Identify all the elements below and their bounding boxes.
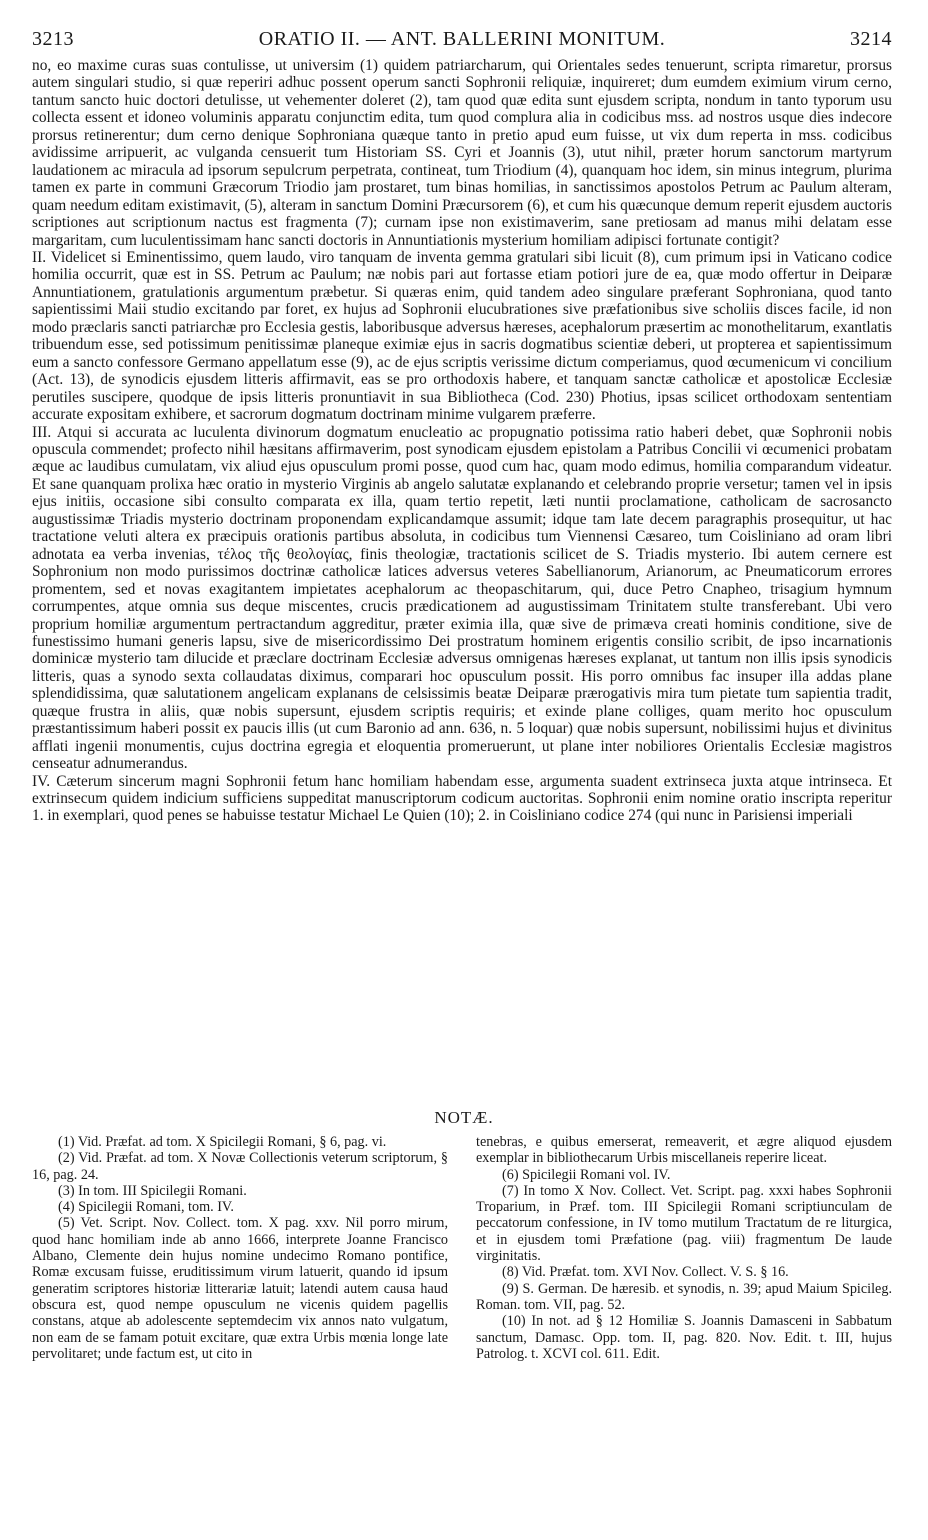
paragraph-intro: no, eo maxime curas suas contulisse, ut universim (1) quidem patriarcharum, qui Orientales sedes tenuerunt, scripta rimaretur, prorsus autem singulari studio, si quæ reperiri adhuc possent operum sancti Sophronii reliquiæ, inquireret; dum eumdem eximium virum cerno, tantum sancto huic doctori detulisse, ut vehementer doleret (2), tam quod quæ edita sunt ejusdem scripta, nondum in tanto typorum usu collecta essent et idoneo voluminis apparatu conjunctim edita, tum quod complura alia in codicibus mss. ad nostros usque dies indecore prorsus retinerentur; dum cerno denique Sophroniana quæque tanto in pretio apud eum fuisse, ut vix dum reperta in mss. codicibus avidissime arripuerit, ac vulganda censuerit tum Historiam SS. Cyri et Joannis (3), utut nihil, præter horum sanctorum martyrum laudationem ac miracula ad ipsorum sepulcrum perpetrata, contineat, tum Triodium (4), quanquam hoc idem, sin minus integrum, plurima tamen ex parte in communi Græcorum Triodio jam prostaret, tum binas homilias, in sanctissimos apostolos Petrum ac Paulum alteram, quam needum editam existimavit, (5), alteram in sanctum Domini Præcursorem (6), et cum his quæcunque demum reperit ejusdem auctoris scriptiones aut scriptionum nactus est fragmenta (7); curnam ipse non existimaverim, sane pretiosam ad manus mihi delatam esse margaritam, cum luculentissimam hanc sancti doctoris in Annuntiationis mysterium homiliam adipisci fortunate contigit? xyxy=(32,57,892,249)
notes-left-column xyxy=(32,1134,448,1362)
footnote-2: (2) Vid. Præfat. ad tom. X Novæ Collectionis veterum scriptorum, § 16, pag. 24. xyxy=(32,1150,448,1183)
left-page-number: 3213 xyxy=(32,28,74,50)
footnote-4: (4) Spicilegii Romani, tom. IV. xyxy=(58,1199,234,1216)
running-title: ORATIO II. — ANT. BALLERINI MONITUM. xyxy=(258,28,666,50)
footnote-3: (3) In tom. III Spicilegii Romani. xyxy=(58,1182,247,1199)
notes-right-column xyxy=(476,1134,892,1362)
paragraph-4: IV. Cæterum sincerum magni Sophronii fetum hanc homiliam habendam esse, argumenta suadent extrinseca juxta atque intrinseca. Et extrinsecum quidem indicium sufficiens suppeditat manuscriptorum codicum auctoritas. Sophronii enim nomine oratio inscripta reperitur 1. in exemplari, quod penes se habuisse testatur Michael Le Quien (10); 2. in Coisliniano codice 274 (qui nunc in Parisiensi imperiali xyxy=(32,772,892,825)
footnote-10: (10) In not. ad § 12 Homiliæ S. Joannis Damasceni in Sabbatum sanctum, Damasc. Opp. tom. II, pag. 820. Nov. Edit. t. III, hujus Patrolog. t. XCVI col. 611. Edit. xyxy=(476,1313,892,1362)
paragraph-3: III. Atqui si accurata ac luculenta divinorum dogmatum enucleatio ac propugnatio potissima ratio haberi debet, quæ Sophronii nobis opuscula commendet; profecto nihil hæsitans affirmaverim, post synodicam ejusdem epistolam a Patribus Concilii vi œcumenici probatam æque ac laudibus cumulatam, vix aliud ejus opusculum promi posse, quod cum hac, quam modo edimus, homilia comparandum videatur. Et sane quanquam prolixa hæc oratio in mysterio Virginis ab angelo salutatæ explanando et celebrando proprie versetur; tamen vel in ipsis ejus initiis, occasione sibi consulto comparata ex illa, quam tertio repetit, læti nuntii proclamatione, catholicam de sacrosancto augustissimæ Triadis mysterio doctrinam proponendam explicandamque assumit; idque tam late decem paragraphis prosequitur, ut hac tractatione veluti altera ex præcipuis orationis partibus absoluta, in codicibus tum Viennensi Cæsareo, tum Coisliniano ad oram libri adnotata ea verba invenias, τέλος τῆς θεολογίας, finis theologiæ, tractationis scilicet de S. Triadis mysterio. Ibi autem cernere est Sophronium non modo purissimos doctrinæ catholicæ latices adversus veteres Sabellianorum, Arianorum, ac Pneumaticorum errores promentem, sed et novas exagitantem impietates acephalorum ac theopaschitarum, qui, duce Petro Cnapheo, trisagium hymnum corrumpentes, atque omnia sus deque miscentes, crucis prædicationem ad augustissimam Trinitatem stulte transferebant. Ubi vero proprium homiliæ argumentum pertractandum aggreditur, præter eximia illa, quæ sive de primæva creati hominis conditione, sive de funestissimo humani generis lapsu, sive de misericordissimo Dei prostratum hominem erigentis consilio scribit, de ipso incarnationis dominicæ mysterio tam dilucide et præclare doctrinam Ecclesiæ adversus omnigenas hæreses explanat, ut tantum non illis ipsis synodicis litteris, quas a synodo sexta collaudatas diximus, comparari hoc opusculum possit. His porro omnibus fac insuper illa addas plane splendidissima, quæ salutationem angelicam explanans de celsissimis beatæ Deiparæ prærogativis mira tum pietate tum sapientia tradit, quæque frustra in aliis, quæ nobis supersunt, ejusdem scriptis requiris; et exinde plane colliges, quam merito hoc opusculum præstantissimum haberi possit ex paucis illis (ut cum Baronio ad ann. 636, n. 5 loquar) quæ nobis supersunt, nobilissimi hujus et divinitus afflati ingenii monumentis, cujus doctrina egregia et eloquentia promeruerunt, ut plane inter nobiliores Orientalis Ecclesiæ magistros censeatur adnumerandus. xyxy=(32,423,892,773)
footnote-8: (8) Vid. Præfat. tom. XVI Nov. Collect. V. S. § 16. xyxy=(502,1264,789,1281)
right-page-number: 3214 xyxy=(850,28,892,50)
footnote-6: (6) Spicilegii Romani vol. IV. xyxy=(502,1166,671,1183)
footnote-5-continued: tenebras, e quibus emerserat, remeaverit, et ægre aliquod ejusdem exemplar in bibliothecarum Urbis miscellaneis reperire liceat. xyxy=(476,1134,892,1167)
footnote-9: (9) S. German. De hæresib. et synodis, n. 39; apud Maium Spicileg. Roman. tom. VII, pag. 52. xyxy=(476,1280,892,1313)
notes-heading: NOTÆ. xyxy=(434,1108,494,1127)
footnote-5: (5) Vet. Script. Nov. Collect. tom. X pag. xxv. Nil porro mirum, quod hanc homiliam inde ab anno 1666, interprete Joanne Francisco Albano, Clemente dein hujus nomine undecimo Romano pontifice, Romæ excusam fuisse, eruditissimum virum latuerit, quando id ipsum generatim scriptores historiæ litterariæ latuit; latendi autem causa haud obscura est, quod nempe opusculum ne vicenis quidem pagellis constans, atque ab adolescente septemdecim vix annos nato vulgatum, non eam de se famam potuit excitare, quæ extra Urbis mœnia longe late pervolitaret; unde factum est, ut cito in xyxy=(32,1215,448,1362)
footnote-1: (1) Vid. Præfat. ad tom. X Spicilegii Romani, § 6, pag. vi. xyxy=(58,1134,387,1150)
running-header xyxy=(32,28,892,56)
paragraph-2: II. Videlicet si Eminentissimo, quem laudo, viro tanquam de inventa gemma gratulari sibi licuit (8), cum primum ipsi in Vaticano codice homilia occurrit, quæ est in SS. Petrum ac Paulum; næ nobis pari aut fortasse etiam potiori jure de ea, quæ modo offertur in Deiparæ Annuntiationem, gratulationis argumentum præbetur. Si quæras enim, quid tandem adeo singulare præferant Sophroniana, quod tanto sapientissimi Maii studio excitando par foret, ex hujus ad Sophronii elucubrationes sive præfationibus sive scholiis disces facile, id non modo præclaris sancti patriarchæ pro Ecclesia gestis, laboribusque adversus hæreses, acephalorum præsertim ac monothelitarum, exantlatis tribuendum esse, sed potissimum penitissimæ planeque eximiæ ejus in sacris dogmatibus scientiæ deberi, ut propterea et sapientissimum eum a sancto confessore Germano appellatum esse (9), ac de ejus scriptis verissime dictum comperiamus, quod œcumenicum vi concilium (Act. 13), de synodicis ejusdem litteris affirmavit, eas se pro orthodoxis habere, et tanquam sanctæ catholicæ et apostolicæ Ecclesiæ perutiles suscipere, quodque de ipsis litteris pronuntiavit in sua Bibliotheca (Cod. 230) Photius, ipsas scilicet orthodoxam sententiam accurate expositam exhibere, et sacrorum dogmatum doctrinam minime vulgarem præferre. xyxy=(32,248,892,424)
footnote-7: (7) In tomo X Nov. Collect. Vet. Script. pag. xxxi habes Sophronii Troparium, in Præf. tom. III Spicilegii Romani scriptiunculam de peccatorum confessione, in IV tomo mutilum Tractatum de re liturgica, et in ejusdem tomi Præfatione (pag. viii) fragmentum De laude virginitatis. xyxy=(476,1182,892,1265)
main-text xyxy=(32,57,892,825)
